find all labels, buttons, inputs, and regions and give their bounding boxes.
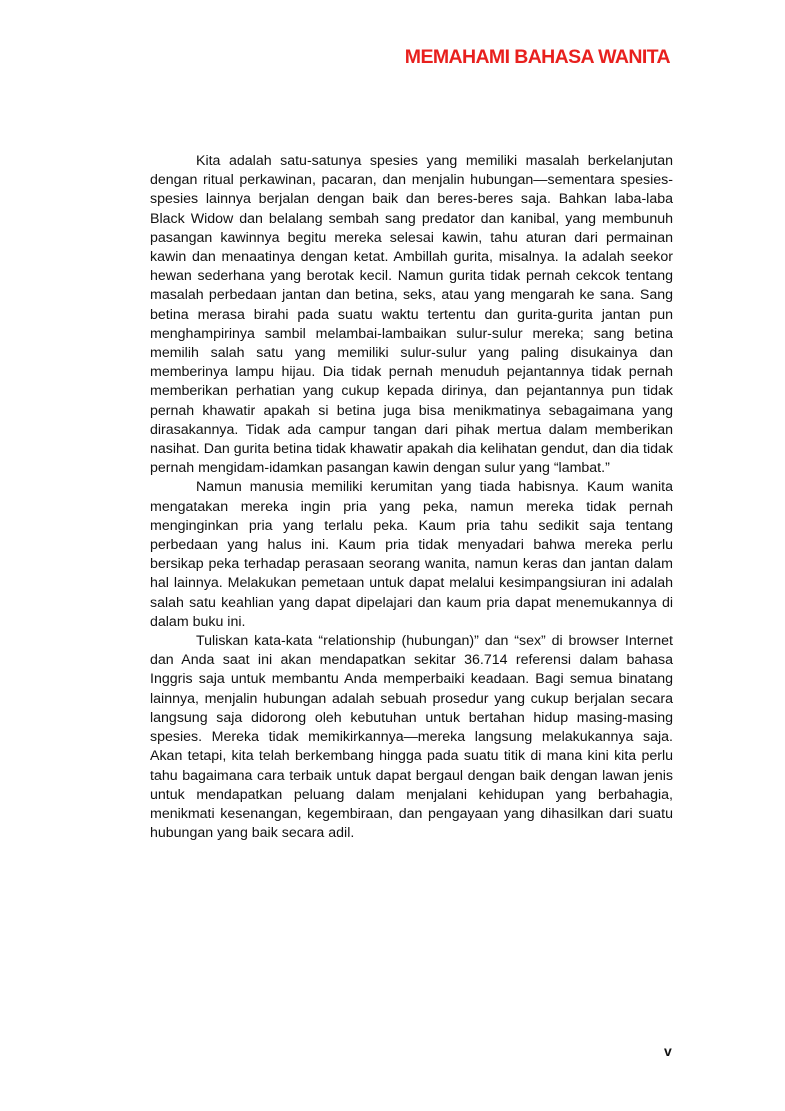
page-number: v <box>664 1043 672 1059</box>
paragraph-1: Kita adalah satu-satunya spesies yang memiliki masalah berkelanjutan dengan ritual perkawinan, pacaran, dan menjalin hubungan—sementara spesies-spesies lainnya berjalan dengan baik dan beres-beres saja. Bahkan laba-laba Black Widow dan belalang sembah sang predator dan kanibal, yang membunuh pasangan kawinnya begitu mereka selesai kawin, tahu aturan dari permainan kawin dan menaatinya dengan ketat. Ambillah gurita, misalnya. Ia adalah seekor hewan sederhana yang berotak kecil. Namun gurita tidak pernah cekcok tentang masalah perbedaan jantan dan betina, seks, atau yang mengarah ke sana. Sang betina merasa birahi pada suatu waktu tertentu dan gurita-gurita jantan pun menghampirinya sambil melambai-lambaikan sulur-sulur mereka; sang betina memilih salah satu yang memiliki sulur-sulur yang paling disukainya dan memberinya lampu hijau. Dia tidak pernah menuduh pejantannya tidak pernah memberikan perhatian yang cukup kepada dirinya, dan pejantannya pun tidak pernah khawatir apakah si betina juga bisa menikmatinya sebagaimana yang dirasakannya. Tidak ada campur tangan dari pihak mertua dalam memberikan nasihat. Dan gurita betina tidak khawatir apakah dia kelihatan gendut, dan dia tidak pernah mengidam-idamkan pasangan kawin dengan sulur yang “lambat.” <box>150 153 673 477</box>
body-text <box>150 152 673 843</box>
paragraph-3: Tuliskan kata-kata “relationship (hubungan)” dan “sex” di browser Internet dan Anda saat ini akan mendapatkan sekitar 36.714 referensi dalam bahasa Inggris saja untuk membantu Anda memperbaiki keadaan. Bagi semua binatang lainnya, menjalin hubungan adalah sebuah prosedur yang cukup berjalan secara langsung saja didorong oleh kebutuhan untuk bertahan hidup masing-masing spesies. Mereka tidak memikirkannya—mereka langsung melakukannya saja. Akan tetapi, kita telah berkembang hingga pada suatu titik di mana kini kita perlu tahu bagaimana cara terbaik untuk dapat bergaul dengan baik dengan lawan jenis untuk mendapatkan peluang dalam menjalani kehidupan yang berbahagia, menikmati kesenangan, kegembiraan, dan pengayaan yang dihasilkan dari suatu hubungan yang baik secara adil. <box>150 633 673 842</box>
running-header-title: MEMAHAMI BAHASA WANITA <box>404 46 670 68</box>
paragraph-2: Namun manusia memiliki kerumitan yang tiada habisnya. Kaum wanita mengatakan mereka ingin pria yang peka, namun mereka tidak pernah menginginkan pria yang terlalu peka. Kaum pria tahu sedikit saja tentang perbedaan yang halus ini. Kaum pria tidak menyadari bahwa mereka perlu bersikap peka terhadap perasaan seorang wanita, namun keras dan jantan dalam hal lainnya. Melakukan pemetaan untuk dapat melalui kesimpangsiuran ini adalah salah satu keahlian yang dapat dipelajari dan kaum pria dapat menemukannya di dalam buku ini. <box>150 479 673 630</box>
